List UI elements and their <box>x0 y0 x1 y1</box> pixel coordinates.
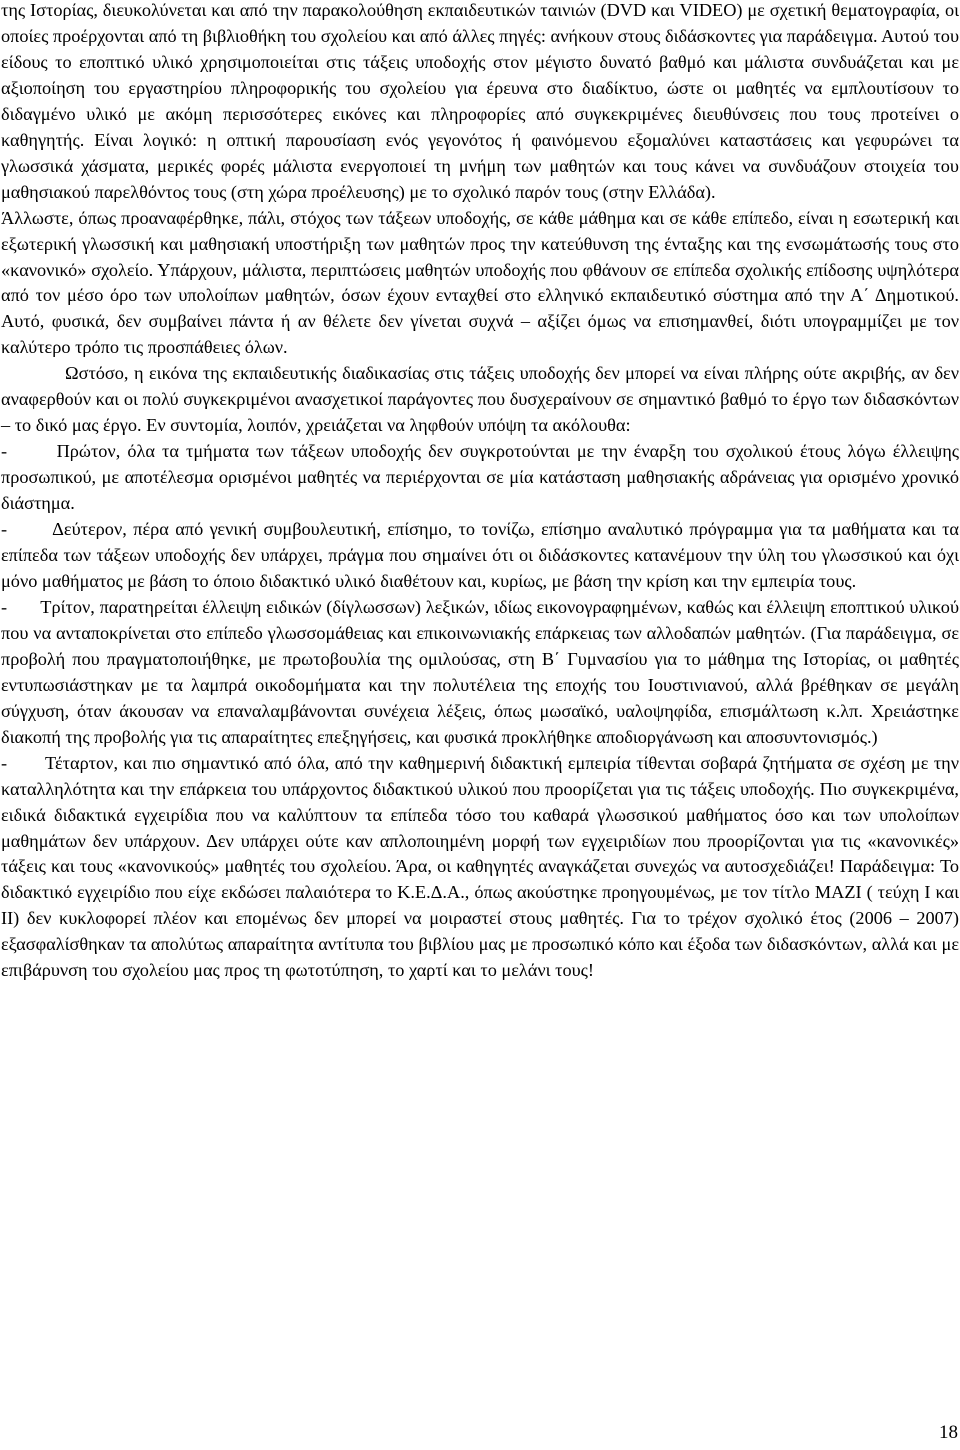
list-item-3: - Τρίτον, παρατηρείται έλλειψη ειδικών (δίγλωσσων) λεξικών, ιδίως εικονογραφημένων, καθώς και έλλειψη εποπτικού υλικού που να ανταποκρίνεται στο επίπεδο γλωσσομάθειας και επικοινωνιακής επάρκειας των αλλοδαπών μαθητών. (Για παράδειγμα, σε προβολή που πραγματοποιήθηκε, με πρωτοβουλία της ομιλούσας, στη Β΄ Γυμνασίου για το μάθημα της Ιστορίας, οι μαθητές εντυπωσιάστηκαν με τα λαμπρά οικοδομήματα και την πολυτέλεια της εποχής του Ιουστινιανού, αλλά βρέθηκαν σε μεγάλη σύγχυση, όταν άκουσαν να επαναλαμβάνονται συνέχεια λέξεις, όπως μωσαϊκό, υαλοψηφίδα, επισμάλτωση κ.λπ. Χρειάστηκε διακοπή της προβολής για τις απαραίτητες επεξηγήσεις, και φυσικά προκλήθηκε αποδιοργάνωση και αποσυντονισμός.) <box>1 596 959 747</box>
paragraph-1: της Ιστορίας, διευκολύνεται και από την παρακολούθηση εκπαιδευτικών ταινιών (DVD και VIDEO) με σχετική θεματογραφία, οι οποίες προέρχονται από τη βιβλιοθήκη του σχολείου και από άλλες πηγές: ανήκουν στους διδάσκοντες για παράδειγμα. Αυτού του είδους το εποπτικό υλικό χρησιμοποιείται στις τάξεις υποδοχής στον μέγιστο δυνατό βαθμό και μάλιστα συνδυάζεται και με αξιοποίηση του εργαστηρίου πληροφορικής του σχολείου για έρευνα στο διαδίκτυο, ώστε οι μαθητές να εμπλουτίσουν το διδαγμένο υλικό με ακόμη περισσότερες εικόνες και πληροφορίες από συγκεκριμένες διευθύνσεις που τους προτείνει ο καθηγητής. Είναι λογικό: η οπτική παρουσίαση ενός γεγονότος ή φαινόμενου εξομαλύνει καταστάσεις και γεφυρώνει τα γλωσσικά χάσματα, μερικές φορές μάλιστα ενεργοποιεί τη μνήμη των μαθητών και τους κάνει να συνδυάζουν στοιχεία του μαθησιακού παρελθόντος τους (στη χώρα προέλευσης) με το σχολικό παρόν τους (στην Ελλάδα). <box>1 0 959 202</box>
body-text <box>1 0 959 984</box>
page-number: 18 <box>939 1422 958 1443</box>
paragraph-3: Ωστόσο, η εικόνα της εκπαιδευτικής διαδικασίας στις τάξεις υποδοχής δεν μπορεί να είναι πλήρης ούτε ακριβής, αν δεν αναφερθούν και οι πολύ συγκεκριμένοι ανασχετικοί παράγοντες που δυσχεραίνουν σε σημαντικό βαθμό το έργο των διδασκόντων – το δικό μας έργο. Εν συντομία, λοιπόν, χρειάζεται να ληφθούν υπόψη τα ακόλουθα: <box>1 363 959 436</box>
list-item-2: - Δεύτερον, πέρα από γενική συμβουλευτική, επίσημο, το τονίζω, επίσημο αναλυτικό πρόγραμμα για τα μαθήματα και τα επίπεδα των τάξεων υποδοχής δεν υπάρχει, πράγμα που σημαίνει ότι οι διδάσκοντες κατανέμουν την ύλη του γλωσσικού και όχι μόνο μαθήματος με βάση το όποιο διδακτικό υλικό διαθέτουν και, κυρίως, με βάση την κρίση και την εμπειρία τους. <box>1 519 959 591</box>
list-item-4: - Τέταρτον, και πιο σημαντικό από όλα, από την καθημερινή διδακτική εμπειρία τίθενται σοβαρά ζητήματα σε σχέση με την καταλληλότητα και την επάρκεια του υπάρχοντος διδακτικού υλικού που προορίζεται για τις τάξεις υποδοχής. Πιο συγκεκριμένα, ειδικά διδακτικά εγχειρίδια που να καλύπτουν τα επίπεδα τόσο του καθαρά γλωσσικού μαθήματος όσο και των υπολοίπων μαθημάτων δεν υπάρχουν. Δεν υπάρχει ούτε καν απλοποιημένη μορφή των εγχειριδίων που προορίζονται για τις «κανονικές» τάξεις και τους «κανονικούς» μαθητές του σχολείου. Άρα, οι καθηγητές αναγκάζεται συνεχώς να αυτοσχεδιάζει! Παράδειγμα: Το διδακτικό εγχειρίδιο που είχε εκδώσει παλαιότερα το Κ.Ε.Δ.Α., όπως ακούστηκε προηγουμένως, με τον τίτλο ΜΑΖΙ ( τεύχη Ι και ΙΙ) δεν κυκλοφορεί πλέον και επομένως δεν μπορεί να μοιραστεί στους μαθητές. Για το τρέχον σχολικό έτος (2006 – 2007) εξασφαλίσθηκαν τα απολύτως απαραίτητα αντίτυπα του βιβλίου μας με προσωπικό κόπο και έξοδα των διδασκόντων, αλλά και με επιβάρυνση του σχολείου μας προς τη φωτοτύπηση, το χαρτί και το μελάνι τους! <box>1 752 959 981</box>
paragraph-2: Άλλωστε, όπως προαναφέρθηκε, πάλι, στόχος των τάξεων υποδοχής, σε κάθε μάθημα και σε κάθε επίπεδο, είναι η εσωτερική και εξωτερική γλωσσική και μαθησιακή υποστήριξη των μαθητών προς την κατεύθυνση της ένταξης και της ενσωμάτωσής τους στο «κανονικό» σχολείο. Υπάρχουν, μάλιστα, περιπτώσεις μαθητών υποδοχής που φθάνουν σε επίπεδα σχολικής επίδοσης υψηλότερα από τον μέσο όρο των υπολοίπων μαθητών, όσων έχουν ενταχθεί στο ελληνικό εκπαιδευτικό σύστημα από την Α΄ Δημοτικού. Αυτό, φυσικά, δεν συμβαίνει πάντα ή αν θέλετε δεν γίνεται συχνά – αξίζει όμως να επισημανθεί, διότι υπογραμμίζει με τον καλύτερο τρόπο τις προσπάθειες όλων. <box>1 207 959 358</box>
list-item-1: - Πρώτον, όλα τα τμήματα των τάξεων υποδοχής δεν συγκροτούνται με την έναρξη του σχολικού έτους λόγω έλλειψης προσωπικού, με αποτέλεσμα ορισμένοι μαθητές να περιέρχονται σε μία κατάσταση μαθησιακής αδράνειας για ορισμένο χρονικό διάστημα. <box>1 441 959 514</box>
